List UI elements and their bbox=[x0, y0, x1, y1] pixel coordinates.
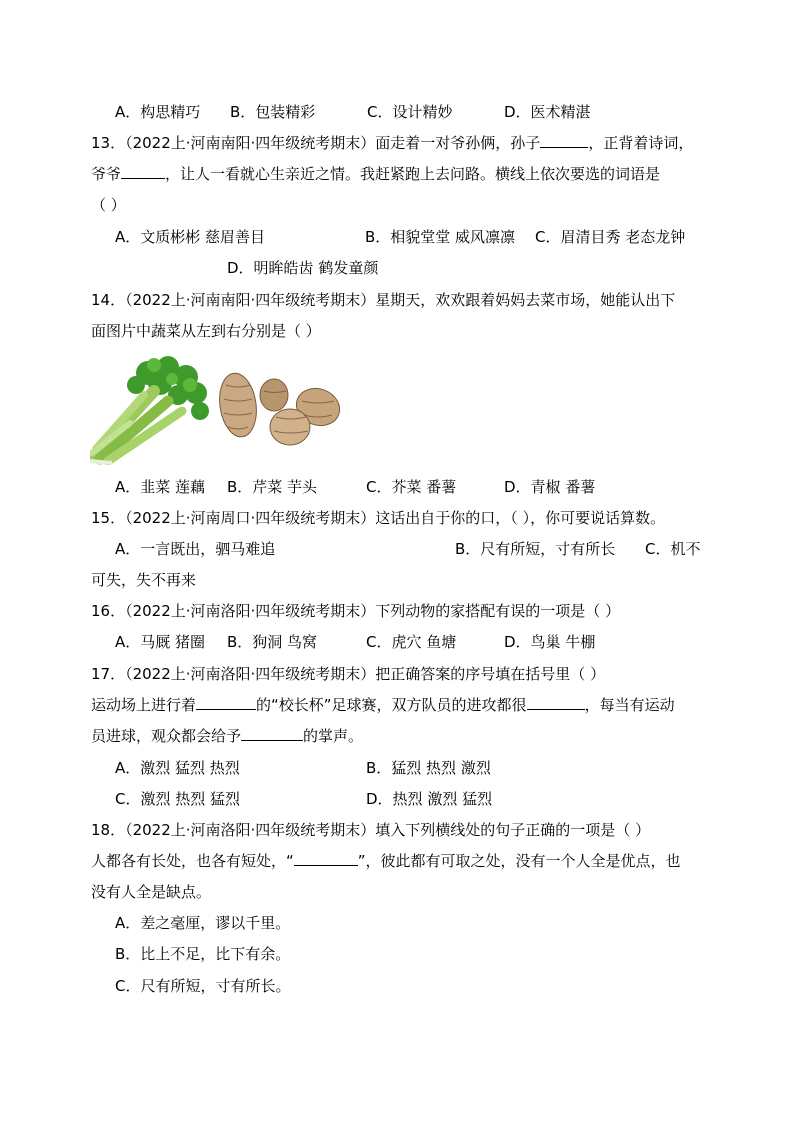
q17-blank-3[interactable] bbox=[241, 726, 303, 741]
q17-passage-line2 bbox=[91, 726, 363, 746]
q17-passage-text: ，每当有运动 bbox=[584, 696, 675, 714]
q13-stem-text: 爷爷 bbox=[91, 165, 122, 183]
q14-stem-line1: 14．（2022上·河南南阳·四年级统考期末）星期天，欢欢跟着妈妈去菜市场，她能认出下 bbox=[91, 291, 676, 309]
q12-option-b[interactable]: B．包装精彩 bbox=[230, 103, 316, 121]
taro-image bbox=[214, 365, 344, 450]
q18-option-b[interactable]: B．比上不足，比下有余。 bbox=[115, 945, 291, 963]
q13-option-c[interactable]: C．眉清目秀 老态龙钟 bbox=[535, 228, 686, 246]
q12-option-d[interactable]: D．医术精湛 bbox=[504, 103, 591, 121]
q13-option-a[interactable]: A．文质彬彬 慈眉善目 bbox=[115, 228, 266, 246]
q16-stem: 16．（2022上·河南洛阳·四年级统考期末）下列动物的家搭配有误的一项是（ ） bbox=[91, 602, 621, 620]
q17-passage-text: 员进球，观众都会给予 bbox=[91, 727, 242, 745]
q12-option-a[interactable]: A．构思精巧 bbox=[115, 103, 201, 121]
q12-option-c[interactable]: C．设计精妙 bbox=[367, 103, 453, 121]
celery-image bbox=[90, 353, 212, 465]
q18-passage-text: 人都各有长处，也各有短处，“ bbox=[91, 852, 294, 870]
q14-option-d[interactable]: D．青椒 番薯 bbox=[504, 478, 596, 496]
q17-option-d[interactable]: D．热烈 激烈 猛烈 bbox=[366, 790, 493, 808]
q15-option-b[interactable]: B．尺有所短，寸有所长 bbox=[455, 540, 616, 558]
q17-option-b[interactable]: B．猛烈 热烈 激烈 bbox=[366, 759, 491, 777]
q14-option-a[interactable]: A．韭菜 莲藕 bbox=[115, 478, 206, 496]
q13-blank-1[interactable] bbox=[540, 133, 588, 148]
q15-option-c-continued[interactable]: 可失，失不再来 bbox=[91, 571, 197, 589]
q14-option-c[interactable]: C．芥菜 番薯 bbox=[366, 478, 457, 496]
q18-option-c[interactable]: C．尺有所短，寸有所长。 bbox=[115, 977, 291, 995]
q13-option-d[interactable]: D．明眸皓齿 鹤发童颜 bbox=[227, 259, 379, 277]
q16-option-a[interactable]: A．马厩 猪圈 bbox=[115, 633, 206, 651]
q15-option-c[interactable]: C．机不 bbox=[645, 540, 701, 558]
q18-passage-line2: 没有人全是缺点。 bbox=[91, 883, 212, 901]
q16-option-c[interactable]: C．虎穴 鱼塘 bbox=[366, 633, 457, 651]
q13-option-b[interactable]: B．相貌堂堂 威风凛凛 bbox=[365, 228, 516, 246]
q18-blank[interactable] bbox=[294, 851, 358, 866]
q18-option-a[interactable]: A．差之毫厘，谬以千里。 bbox=[115, 914, 291, 932]
q17-blank-1[interactable] bbox=[196, 695, 256, 710]
q16-option-b[interactable]: B．狗洞 鸟窝 bbox=[227, 633, 318, 651]
q17-option-c[interactable]: C．激烈 热烈 猛烈 bbox=[115, 790, 241, 808]
q17-passage-text: 的掌声。 bbox=[303, 727, 364, 745]
q13-stem-text: ，让人一看就心生亲近之情。我赶紧跑上去问路。横线上依次要选的词语是 bbox=[165, 165, 661, 183]
q16-option-d[interactable]: D．鸟巢 牛棚 bbox=[504, 633, 596, 651]
q17-blank-2[interactable] bbox=[527, 695, 585, 710]
q14-stem-line2: 面图片中蔬菜从左到右分别是（ ） bbox=[91, 322, 321, 340]
q13-stem-text: ，正背着诗词， bbox=[588, 134, 694, 152]
q15-option-a[interactable]: A．一言既出，驷马难追 bbox=[115, 540, 276, 558]
q14-option-b[interactable]: B．芹菜 芋头 bbox=[227, 478, 318, 496]
q13-stem-text: 13．（2022上·河南南阳·四年级统考期末）面走着一对爷孙俩，孙子 bbox=[91, 134, 541, 152]
q15-stem: 15．（2022上·河南周口·四年级统考期末）这话出自于你的口，（ ），你可要说话算数。 bbox=[91, 509, 666, 527]
q17-stem: 17．（2022上·河南洛阳·四年级统考期末）把正确答案的序号填在括号里（ ） bbox=[91, 665, 606, 683]
q17-passage-line1 bbox=[91, 695, 675, 715]
q17-option-a[interactable]: A．激烈 猛烈 热烈 bbox=[115, 759, 240, 777]
q13-blank-2[interactable] bbox=[121, 164, 165, 179]
q13-stem-line1 bbox=[91, 133, 693, 153]
q18-passage-text: ”，彼此都有可取之处，没有一个人全是优点，也 bbox=[357, 852, 681, 870]
q18-stem: 18．（2022上·河南洛阳·四年级统考期末）填入下列横线处的句子正确的一项是（ ） bbox=[91, 821, 651, 839]
q17-passage-text: 的“校长杯”足球赛，双方队员的进攻都很 bbox=[256, 696, 527, 714]
q17-passage-text: 运动场上进行着 bbox=[91, 696, 197, 714]
q13-stem-line2 bbox=[91, 164, 660, 184]
q18-passage-line1 bbox=[91, 851, 681, 871]
q13-answer-paren[interactable]: （ ） bbox=[91, 196, 126, 214]
